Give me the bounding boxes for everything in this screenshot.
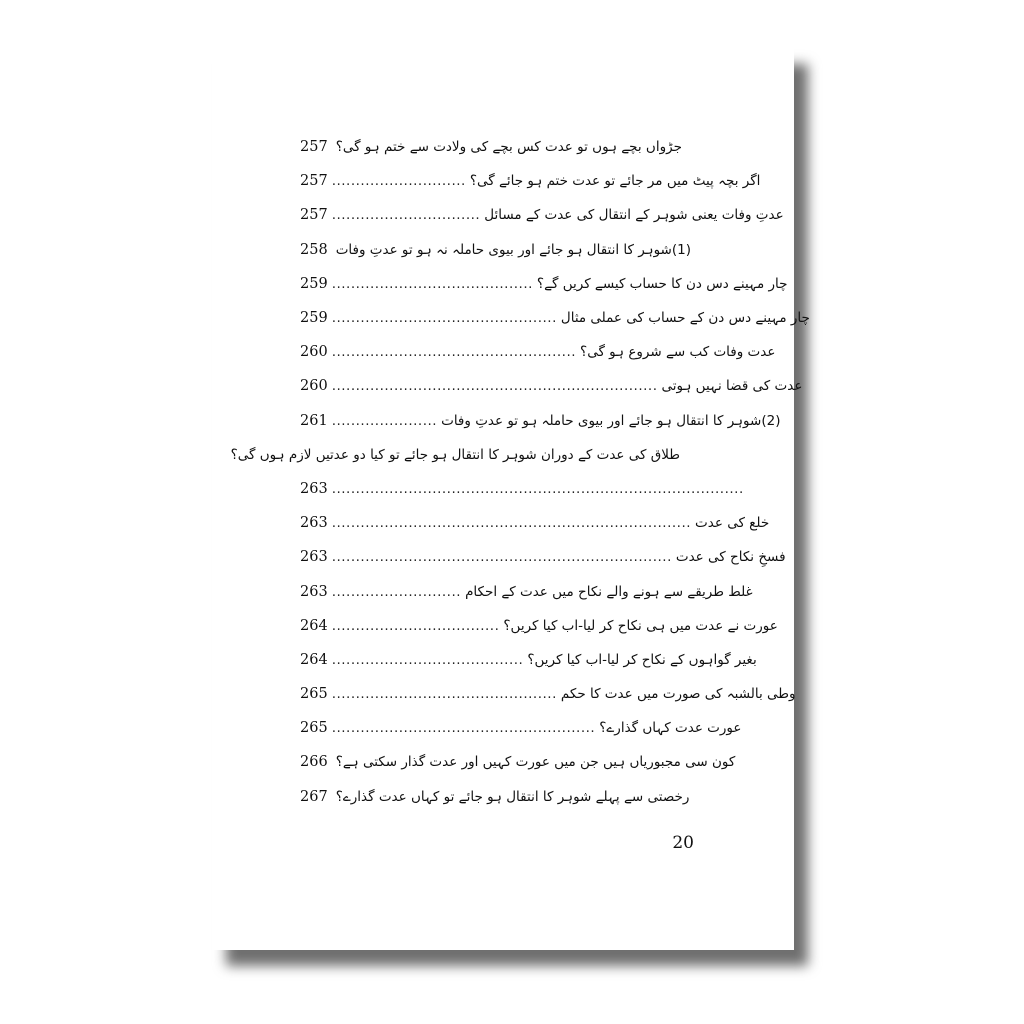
toc-page-number: 258	[300, 241, 328, 258]
toc-entry	[300, 233, 692, 267]
toc-page-number: 260	[300, 344, 328, 361]
toc-entry	[300, 164, 761, 198]
toc-leader-dots: ........................................	[331, 651, 524, 668]
toc-entry-title: (1)شوہر کا انتقال ہو جائے اور بیوی حاملہ نہ ہو تو عدتِ وفات	[335, 241, 692, 258]
toc-entry	[300, 711, 742, 745]
toc-entry-title: اگر بچہ پیٹ میں مر جائے تو عدت ختم ہو جائے گی؟	[469, 173, 761, 190]
toc-entry-title: رخصتی سے پہلے شوہر کا انتقال ہو جائے تو کہاں عدت گذارے؟	[335, 788, 690, 805]
toc-page-number: 259	[300, 310, 328, 327]
toc-entry	[300, 574, 753, 608]
toc-page-number: 266	[300, 754, 328, 771]
toc-entry-title: خلع کی عدت	[695, 515, 770, 532]
toc-entry	[300, 609, 778, 643]
toc-leader-dots: ...............................................	[331, 686, 557, 703]
toc-leader-dots: ............................	[331, 173, 466, 190]
toc-entry-title: (2)شوہر کا انتقال ہو جائے اور بیوی حاملہ ہو تو عدتِ وفات	[441, 412, 781, 429]
toc-entry	[300, 404, 781, 438]
toc-leader-dots: ......................................................................................	[331, 480, 744, 497]
toc-entry	[300, 267, 788, 301]
toc-entry	[300, 643, 757, 677]
toc-entry-title: چار مہینے دس دن کا حساب کیسے کریں گے؟	[536, 275, 788, 292]
toc-entry	[300, 540, 786, 574]
toc-page-number: 263	[300, 515, 328, 532]
toc-entry	[300, 301, 810, 335]
toc-entry	[230, 438, 680, 472]
toc-entry	[300, 745, 736, 779]
toc-entry-title: عدت کی قضا نہیں ہوتی	[661, 378, 803, 395]
toc-page-number: 264	[300, 617, 328, 634]
toc-entry-title: عدت وفات کب سے شروع ہو گی؟	[580, 344, 776, 361]
toc-entry	[300, 198, 784, 232]
toc-page-number: 259	[300, 275, 328, 292]
toc-entry-title: چار مہینے دس دن کے حساب کی عملی مثال	[560, 310, 810, 327]
toc-entry	[300, 677, 796, 711]
toc-entry	[300, 472, 744, 506]
toc-entry	[300, 780, 690, 814]
toc-page-number: 257	[300, 139, 328, 156]
toc-entry-title: بغیر گواہوں کے نکاح کر لیا-اب کیا کریں؟	[527, 651, 757, 668]
toc-leader-dots: ..........................................	[331, 275, 533, 292]
toc-entry-title: غلط طریقے سے ہونے والے نکاح میں عدت کے احکام	[465, 583, 753, 600]
toc-page-number: 263	[300, 583, 328, 600]
toc-entry-title: کون سی مجبوریاں ہیں جن میں عورت کہیں اور عدت گذار سکتی ہے؟	[335, 754, 736, 771]
toc-entry	[300, 506, 770, 540]
toc-leader-dots: ......................	[331, 412, 438, 429]
toc-leader-dots: ...................................	[331, 617, 500, 634]
toc-leader-dots: .......................................................	[331, 720, 596, 737]
toc-entry	[300, 335, 776, 369]
toc-entry	[300, 369, 803, 403]
toc-entry-title: عورت نے عدت میں ہی نکاح کر لیا-اب کیا کریں؟	[503, 617, 778, 634]
toc-page-number: 265	[300, 720, 328, 737]
book-page	[212, 48, 810, 950]
toc-page-number: 260	[300, 378, 328, 395]
toc-page-number: 265	[300, 686, 328, 703]
table-of-contents	[230, 130, 810, 814]
toc-entry-title: عدتِ وفات یعنی شوہر کے انتقال کی عدت کے مسائل	[484, 207, 784, 224]
toc-entry	[300, 130, 680, 164]
toc-leader-dots: ...................................................	[331, 344, 577, 361]
toc-page-number: 264	[300, 651, 328, 668]
toc-page-number: 263	[300, 549, 328, 566]
toc-entry-title: فسخِ نکاح کی عدت	[675, 549, 786, 566]
toc-leader-dots: .......................................................................	[331, 549, 672, 566]
toc-leader-dots: ...........................................................................	[331, 515, 692, 532]
toc-page-number: 263	[300, 480, 328, 497]
toc-entry-title: عورت عدت کہاں گذارے؟	[599, 720, 742, 737]
page-number: 20	[672, 833, 694, 853]
toc-page-number: 267	[300, 788, 328, 805]
toc-entry-title: وطی بالشبہ کی صورت میں عدت کا حکم	[560, 686, 796, 703]
toc-page-number: 257	[300, 173, 328, 190]
toc-leader-dots: ...............................................	[331, 310, 557, 327]
toc-leader-dots: ...........................	[331, 583, 462, 600]
toc-leader-dots: ...............................	[331, 207, 481, 224]
toc-leader-dots: ....................................................................	[331, 378, 658, 395]
toc-entry-title: جڑواں بچے ہوں تو عدت کس بچے کی ولادت سے ختم ہو گی؟	[335, 139, 682, 156]
toc-page-number: 261	[300, 412, 328, 429]
toc-page-number: 257	[300, 207, 328, 224]
toc-entry-title: طلاق کی عدت کے دوران شوہر کا انتقال ہو جائے تو کیا دو عدتیں لازم ہوں گی؟	[230, 446, 680, 463]
